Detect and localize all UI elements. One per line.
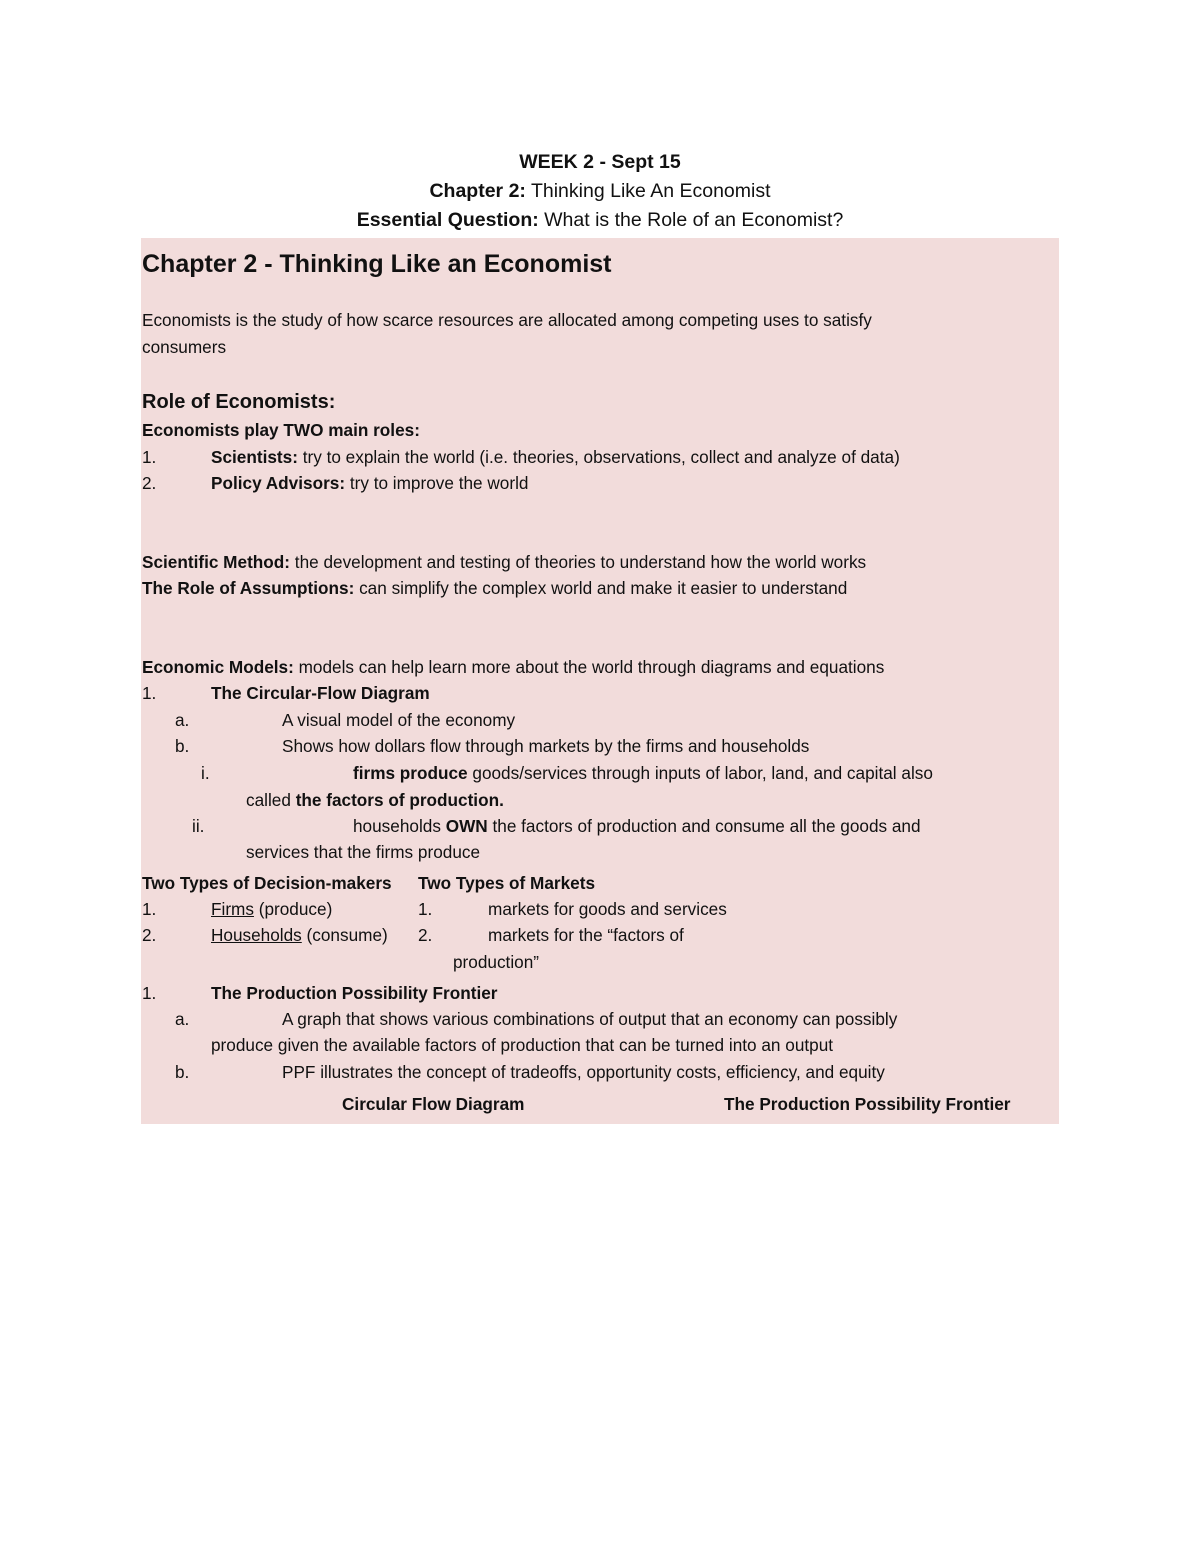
cfd-b-letter: b. <box>175 736 190 756</box>
decision-maker-2: Households (consume) <box>211 925 388 945</box>
ppf-a-letter: a. <box>175 1009 190 1029</box>
scientific-method-line: Scientific Method: the development and testing of theories to understand how the world works <box>142 552 867 572</box>
roles-heading: Role of Economists: <box>142 391 336 413</box>
cfd-a-letter: a. <box>175 710 190 730</box>
cfd-i-text: firms produce goods/services through inputs of labor, land, and capital also <box>353 763 933 783</box>
decision-maker-2-number: 2. <box>142 925 157 945</box>
chapter-line: Chapter 2: Thinking Like An Economist <box>429 180 771 202</box>
cfd-ii-numeral: ii. <box>192 816 205 836</box>
roles-intro: Economists play TWO main roles: <box>142 420 420 440</box>
cfd-b-text: Shows how dollars flow through markets by the firms and households <box>282 736 810 756</box>
decision-makers-heading: Two Types of Decision-makers <box>142 873 392 893</box>
ppf-a-continuation: produce given the available factors of production that can be turned into an output <box>211 1035 834 1055</box>
definition-line-2: consumers <box>142 337 227 357</box>
ppf-b-text: PPF illustrates the concept of tradeoffs, opportunity costs, efficiency, and equity <box>282 1062 885 1082</box>
ppf-a-text: A graph that shows various combinations of output that an economy can possibly <box>282 1009 898 1029</box>
role2-item: Policy Advisors: try to improve the world <box>211 473 529 493</box>
assumptions-line: The Role of Assumptions: can simplify the complex world and make it easier to understand <box>142 578 848 598</box>
markets-heading: Two Types of Markets <box>418 873 596 893</box>
ppf-title: The Production Possibility Frontier <box>211 983 498 1003</box>
ppf-b-letter: b. <box>175 1062 190 1082</box>
economic-models-line: Economic Models: models can help learn more about the world through diagrams and equations <box>142 657 885 677</box>
caption-circular-flow: Circular Flow Diagram <box>342 1094 525 1114</box>
role1-item: Scientists: try to explain the world (i.e. theories, observations, collect and analyze of data) <box>211 447 900 467</box>
cfd-title: The Circular-Flow Diagram <box>211 683 430 703</box>
market-1: markets for goods and services <box>488 899 727 919</box>
market-2-number: 2. <box>418 925 433 945</box>
role2-number: 2. <box>142 473 157 493</box>
cfd-i-continuation: called the factors of production. <box>246 790 504 810</box>
cfd-number: 1. <box>142 683 157 703</box>
cfd-ii-text: households OWN the factors of production and consume all the goods and <box>353 816 921 836</box>
market-1-number: 1. <box>418 899 433 919</box>
market-2-continuation: production” <box>453 952 539 972</box>
week-heading: WEEK 2 - Sept 15 <box>519 151 681 173</box>
market-2: markets for the “factors of <box>488 925 684 945</box>
essential-question-line: Essential Question: What is the Role of an Economist? <box>356 209 844 231</box>
cfd-a-text: A visual model of the economy <box>282 710 516 730</box>
definition-line-1: Economists is the study of how scarce resources are allocated among competing uses to satisfy <box>142 310 872 330</box>
role1-number: 1. <box>142 447 157 467</box>
cfd-i-numeral: i. <box>201 763 210 783</box>
cfd-ii-continuation: services that the firms produce <box>246 842 481 862</box>
caption-ppf: The Production Possibility Frontier <box>724 1094 1011 1114</box>
decision-maker-1: Firms (produce) <box>211 899 333 919</box>
decision-maker-1-number: 1. <box>142 899 157 919</box>
document-header <box>0 148 1200 235</box>
ppf-number: 1. <box>142 983 157 1003</box>
notes-title: Chapter 2 - Thinking Like an Economist <box>142 250 612 278</box>
